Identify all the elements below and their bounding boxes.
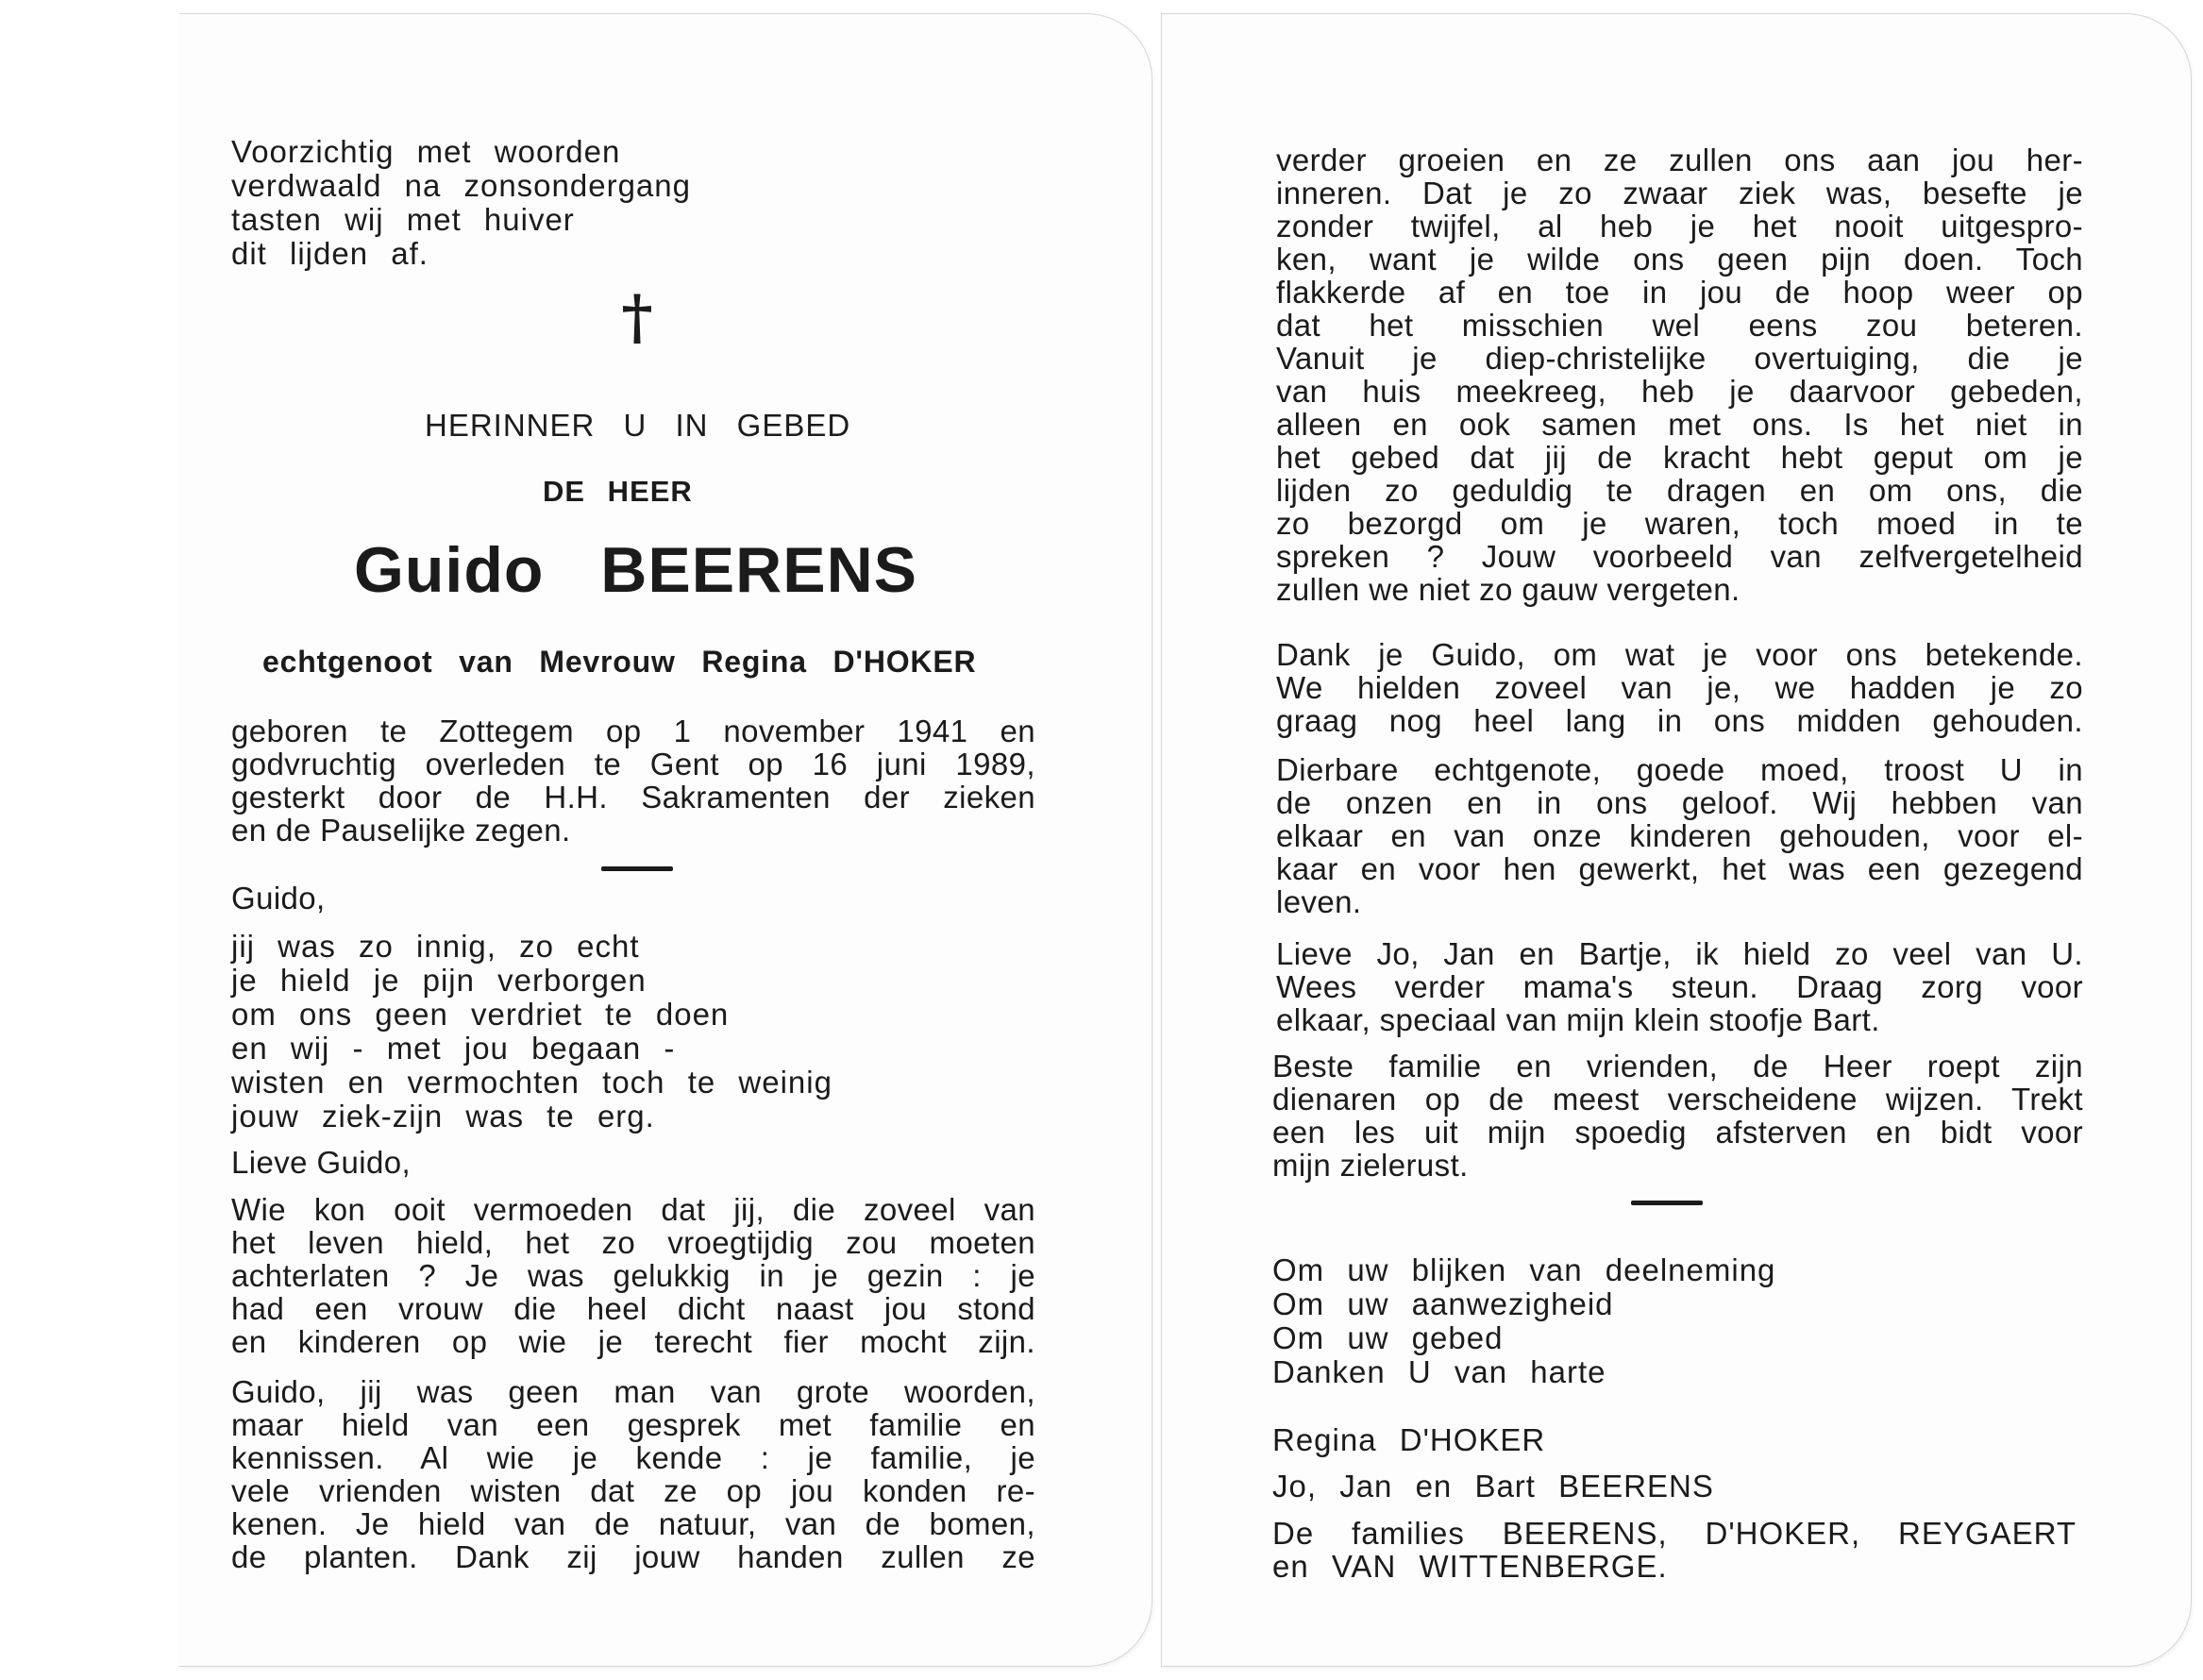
paragraph-line: zo bezorgd om je waren, toch moed in te xyxy=(1276,506,2083,541)
thanks-line: Om uw blijken van deelneming xyxy=(1272,1252,1776,1287)
right-paragraph-2 xyxy=(1276,638,2083,737)
paragraph-line: mijn zielerust. xyxy=(1272,1148,1469,1183)
paragraph-line: en kinderen op wie je terecht fier mocht zijn. xyxy=(231,1324,1035,1359)
paragraph-line: vele vrienden wisten dat ze op jou konden re- xyxy=(231,1473,1035,1508)
signature-line: De families BEERENS, D'HOKER, REYGAERT xyxy=(1272,1516,2077,1551)
poem-line: dit lijden af. xyxy=(231,236,429,271)
paragraph-line: het leven hield, het zo vroegtijdig zou moeten xyxy=(231,1225,1035,1260)
prayer-request: HERINNER U IN GEBED xyxy=(425,408,851,443)
paragraph-line: Wees verder mama's steun. Draag zorg voor xyxy=(1276,969,2083,1004)
signature-line: en VAN WITTENBERGE. xyxy=(1272,1549,1668,1584)
paragraph-line: de onzen en in ons geloof. Wij hebben van xyxy=(1276,785,2083,820)
paragraph-line: Wie kon ooit vermoeden dat jij, die zoveel van xyxy=(231,1192,1035,1227)
paragraph-line: elkaar, speciaal van mijn klein stoofje Bart. xyxy=(1276,1002,1880,1037)
paragraph-line: leven. xyxy=(1276,884,1362,919)
honorific-title: DE HEER xyxy=(543,475,693,508)
thanks-block xyxy=(1272,1253,1775,1389)
left-paragraph-2 xyxy=(231,1375,1035,1573)
biography-line: en de Pauselijke zegen. xyxy=(231,813,571,848)
signature-widow: Regina D'HOKER xyxy=(1272,1422,1546,1457)
deceased-name: Guido BEERENS xyxy=(354,534,918,606)
thanks-line: Om uw gebed xyxy=(1272,1320,1504,1355)
poem-line: tasten wij met huiver xyxy=(231,202,575,237)
poem-line: om ons geen verdriet te doen xyxy=(231,997,730,1032)
biography-line: gesterkt door de H.H. Sakramenten der zieken xyxy=(231,780,1035,815)
spouse-line: echtgenoot van Mevrouw Regina D'HOKER xyxy=(262,645,977,679)
paragraph-line: had een vrouw die heel dicht naast jou stond xyxy=(231,1291,1035,1326)
paragraph-line: flakkerde af en toe in jou de hoop weer op xyxy=(1276,275,2083,310)
right-paragraph-1 xyxy=(1276,143,2083,606)
biography-line: godvruchtig overleden te Gent op 16 juni 1989, xyxy=(231,747,1035,781)
paragraph-line: We hielden zoveel van je, we hadden je zo xyxy=(1276,670,2083,705)
opening-poem xyxy=(231,135,691,271)
paragraph-line: verder groeien en ze zullen ons aan jou her- xyxy=(1276,143,2083,177)
paragraph-line: Dank je Guido, om wat je voor ons betekende. xyxy=(1276,637,2083,672)
salutation: Guido, xyxy=(231,881,326,916)
biography xyxy=(231,714,1035,847)
paragraph-line: elkaar en van onze kinderen gehouden, voor el- xyxy=(1276,818,2083,853)
poem-line: Voorzichtig met woorden xyxy=(231,134,621,169)
paragraph-line: spreken ? Jouw voorbeeld van zelfvergetelheid xyxy=(1276,539,2083,574)
paragraph-line: van huis meekreeg, heb je daarvoor gebeden, xyxy=(1276,374,2083,409)
paragraph-line: Vanuit je diep-christelijke overtuiging, die je xyxy=(1276,341,2083,376)
paragraph-line: graag nog heel lang in ons midden gehouden. xyxy=(1276,703,2083,738)
paragraph-line: alleen en ook samen met ons. Is het niet in xyxy=(1276,407,2083,442)
signature-children: Jo, Jan en Bart BEERENS xyxy=(1272,1469,1714,1504)
separator-dash xyxy=(1631,1201,1703,1205)
cross-icon: † xyxy=(621,282,653,353)
right-paragraph-5 xyxy=(1272,1050,2083,1182)
paragraph-line: inneren. Dat je zo zwaar ziek was, besefte je xyxy=(1276,176,2083,210)
paragraph-line: Beste familie en vrienden, de Heer roept zijn xyxy=(1272,1049,2083,1084)
paragraph-line: kenen. Je hield van de natuur, van de bomen, xyxy=(231,1506,1035,1541)
poem-line: jouw ziek-zijn was te erg. xyxy=(231,1099,655,1134)
paragraph-line: maar hield van een gesprek met familie en xyxy=(231,1407,1035,1442)
second-salutation: Lieve Guido, xyxy=(231,1145,412,1180)
paragraph-line: een les uit mijn spoedig afsterven en bidt voor xyxy=(1272,1115,2083,1150)
poem-line: verdwaald na zonsondergang xyxy=(231,168,691,203)
paragraph-line: kennissen. Al wie je kende : je familie, je xyxy=(231,1440,1035,1475)
thanks-line: Danken U van harte xyxy=(1272,1354,1606,1389)
left-paragraph-1 xyxy=(231,1193,1035,1358)
paragraph-line: zullen we niet zo gauw vergeten. xyxy=(1276,572,1741,607)
biography-line: geboren te Zottegem op 1 november 1941 en xyxy=(231,714,1035,748)
paragraph-line: Lieve Jo, Jan en Bartje, ik hield zo veel van U. xyxy=(1276,936,2083,971)
paragraph-line: kaar en voor hen gewerkt, het was een gezegend xyxy=(1276,851,2083,886)
paragraph-line: Dierbare echtgenote, goede moed, troost U in xyxy=(1276,752,2083,787)
poem-line: jij was zo innig, zo echt xyxy=(231,929,640,964)
right-paragraph-4 xyxy=(1276,937,2083,1036)
paragraph-line: lijden zo geduldig te dragen en om ons, die xyxy=(1276,473,2083,508)
tribute-poem xyxy=(231,930,832,1134)
poem-line: je hield je pijn verborgen xyxy=(231,963,647,998)
right-paragraph-3 xyxy=(1276,753,2083,918)
thanks-line: Om uw aanwezigheid xyxy=(1272,1286,1614,1321)
paragraph-line: Guido, jij was geen man van grote woorden, xyxy=(231,1374,1035,1409)
separator-dash xyxy=(601,866,673,871)
paragraph-line: ken, want je wilde ons geen pijn doen. Toch xyxy=(1276,242,2083,277)
poem-line: en wij - met jou begaan - xyxy=(231,1031,676,1066)
poem-line: wisten en vermochten toch te weinig xyxy=(231,1065,832,1100)
paragraph-line: achterlaten ? Je was gelukkig in je gezin : je xyxy=(231,1258,1035,1293)
paragraph-line: dienaren op de meest verscheidene wijzen. Trekt xyxy=(1272,1082,2083,1117)
paragraph-line: zonder twijfel, al heb je het nooit uitgespro- xyxy=(1276,209,2083,244)
signature-families xyxy=(1272,1517,2077,1583)
paragraph-line: dat het misschien wel eens zou beteren. xyxy=(1276,308,2083,343)
paragraph-line: het gebed dat jij de kracht hebt geput om je xyxy=(1276,440,2083,475)
paragraph-line: de planten. Dank zij jouw handen zullen ze xyxy=(231,1539,1035,1574)
